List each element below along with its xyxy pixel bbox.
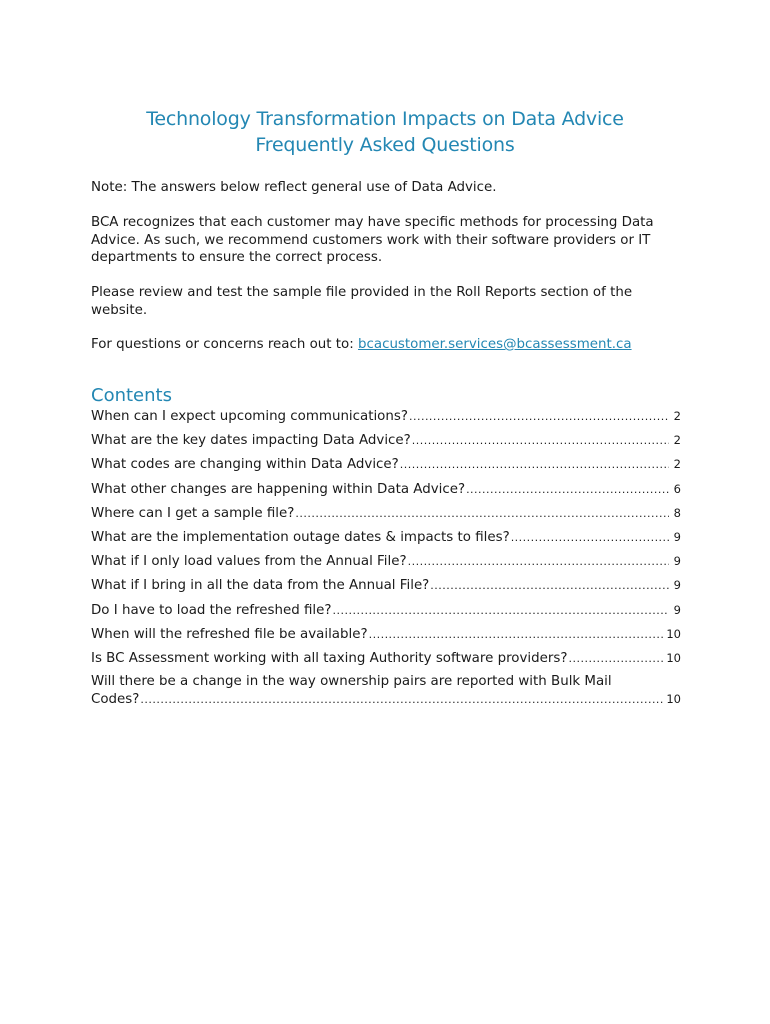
toc-entry-text: Where can I get a sample file?: [91, 505, 295, 521]
toc-entry-text-line-1: Will there be a change in the way ownership pairs are reported with Bulk Mail: [91, 674, 612, 690]
contact-email-link[interactable]: bcacustomer.services@bcassessment.ca: [358, 337, 632, 352]
toc-entry[interactable]: [91, 408, 681, 432]
toc-entry[interactable]: [91, 529, 681, 553]
toc-entry[interactable]: [91, 650, 681, 674]
table-of-contents: [91, 408, 681, 708]
document-title: [0, 106, 770, 158]
toc-dot-leader: [511, 530, 669, 547]
toc-entry[interactable]: [91, 626, 681, 650]
toc-entry-text-line-2: Codes?: [91, 691, 140, 707]
toc-page-number: 9: [673, 578, 681, 593]
toc-page-number: 10: [666, 650, 681, 665]
title-line-1: Technology Transformation Impacts on Data Advice: [146, 107, 624, 130]
toc-page-number: 6: [673, 481, 681, 496]
toc-entry-text: What are the implementation outage dates & impacts to files?: [91, 529, 510, 545]
toc-page-number: 10: [666, 691, 681, 706]
toc-entry[interactable]: [91, 456, 681, 480]
toc-entry[interactable]: [91, 674, 681, 708]
toc-dot-leader: [400, 457, 669, 474]
toc-dot-leader: [409, 409, 669, 426]
toc-page-number: 9: [673, 602, 681, 617]
toc-entry-text: What other changes are happening within Data Advice?: [91, 481, 466, 497]
toc-entry[interactable]: [91, 602, 681, 626]
contact-paragraph: [91, 336, 681, 354]
toc-entry[interactable]: [91, 481, 681, 505]
toc-entry-text: What if I only load values from the Annual File?: [91, 554, 407, 570]
toc-page-number: 9: [673, 554, 681, 569]
bca-paragraph: BCA recognizes that each customer may have specific methods for processing Data Advice. As such, we recommend customers work with their software providers or IT departments to ensure the correct process.: [91, 215, 654, 265]
toc-page-number: 10: [666, 626, 681, 641]
toc-dot-leader: [430, 578, 669, 595]
toc-entry-text: When will the refreshed file be available?: [91, 626, 368, 642]
toc-entry-text: What codes are changing within Data Advice?: [91, 457, 399, 473]
toc-entry[interactable]: [91, 553, 681, 577]
toc-entry[interactable]: [91, 505, 681, 529]
toc-dot-leader: [412, 433, 669, 450]
contents-heading: Contents: [91, 385, 172, 406]
toc-dot-leader: [369, 627, 665, 644]
toc-page-number: 9: [673, 529, 681, 544]
toc-entry-text: What are the key dates impacting Data Advice?: [91, 433, 411, 449]
review-paragraph: Please review and test the sample file provided in the Roll Reports section of the website.: [91, 285, 633, 318]
toc-page-number: 2: [673, 433, 681, 448]
toc-dot-leader: [140, 692, 664, 709]
contact-prefix: For questions or concerns reach out to:: [91, 337, 359, 352]
toc-entry-text: Do I have to load the refreshed file?: [91, 602, 332, 618]
toc-page-number: 8: [673, 505, 681, 520]
toc-dot-leader: [408, 554, 669, 571]
toc-entry[interactable]: [91, 577, 681, 601]
toc-page-number: 2: [673, 457, 681, 472]
note-paragraph: Note: The answers below reflect general use of Data Advice.: [91, 180, 497, 195]
title-line-2: Frequently Asked Questions: [255, 133, 515, 156]
toc-page-number: 2: [673, 409, 681, 423]
toc-entry[interactable]: [91, 432, 681, 456]
toc-entry-text: What if I bring in all the data from the Annual File?: [91, 578, 430, 594]
toc-dot-leader: [466, 482, 669, 499]
toc-entry-text: Is BC Assessment working with all taxing Authority software providers?: [91, 650, 568, 666]
toc-entry-text: When can I expect upcoming communications?: [91, 409, 408, 424]
toc-dot-leader: [568, 651, 664, 668]
toc-dot-leader: [295, 506, 669, 523]
toc-dot-leader: [332, 603, 669, 620]
